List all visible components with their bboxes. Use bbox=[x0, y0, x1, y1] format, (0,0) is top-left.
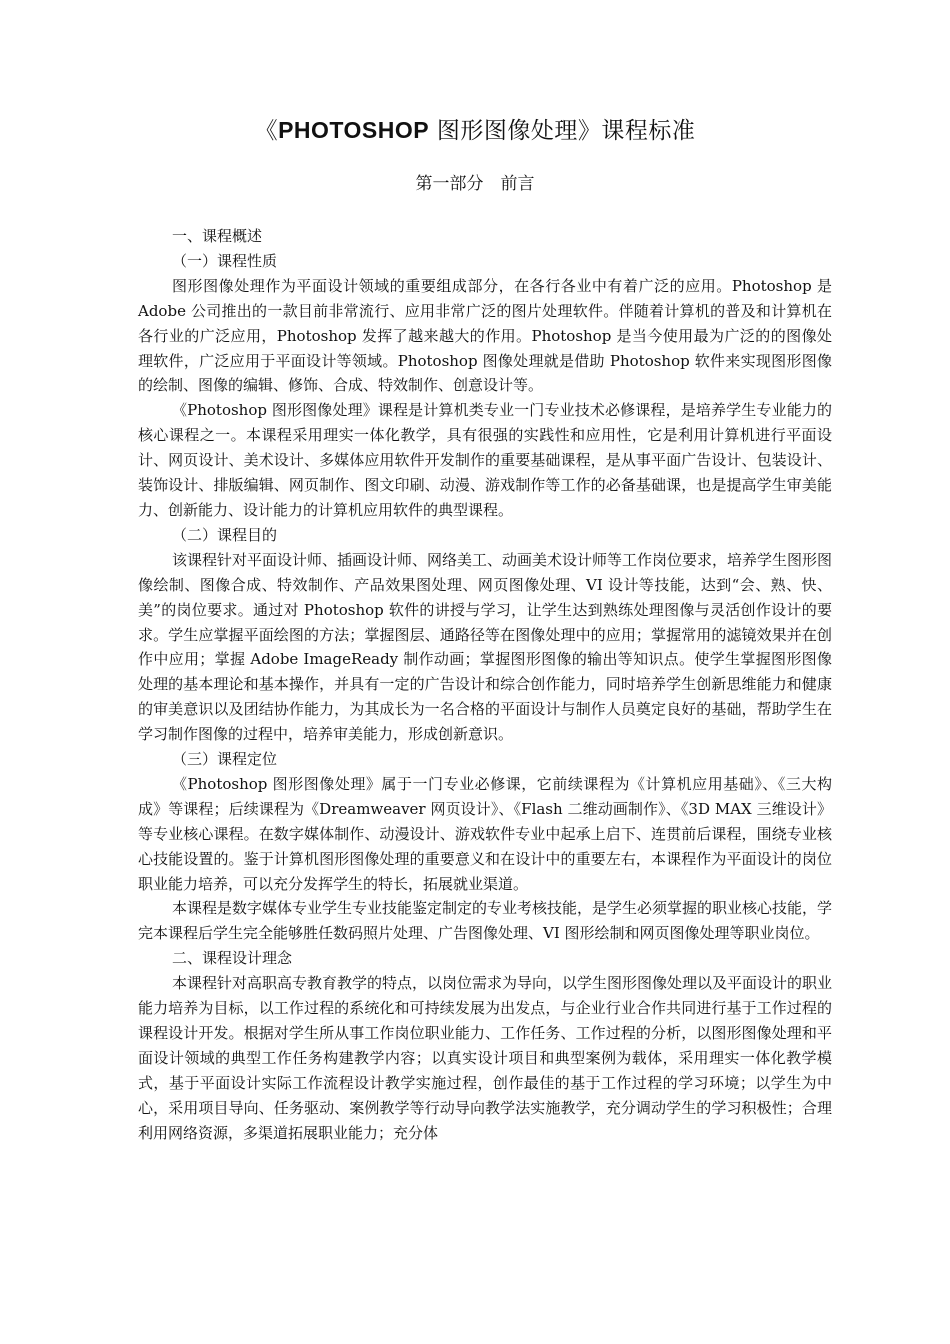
document-body bbox=[138, 224, 832, 1146]
section-heading-design-concept: 二、课程设计理念 bbox=[172, 949, 293, 968]
paragraph-course-positioning-2: 本课程是数字媒体专业学生专业技能鉴定制定的专业考核技能，是学生必须掌握的职业核心技能，学完本课程后学生完全能够胜任数码照片处理、广告图像处理、VI 图形绘制和网页图像处理等职业岗位。 bbox=[138, 899, 833, 943]
title-suffix: 图形图像处理》课程标准 bbox=[429, 118, 696, 144]
document-title bbox=[0, 112, 950, 149]
paragraph-course-nature-1: 图形图像处理作为平面设计领域的重要组成部分，在各行各业中有着广泛的应用。Photoshop 是 Adobe 公司推出的一款目前非常流行、应用非常广泛的图片处理软件。伴随着计算机的普及和计算机在各行业的广泛应用，Photoshop 发挥了越来越大的作用。Photoshop 是当今使用最为广泛的的图像处理软件，广泛应用于平面设计等领域。Photoshop 图像处理就是借助 Photoshop 软件来实现图形图像的绘制、图像的编辑、修饰、合成、特效制作、创意设计等。 bbox=[138, 276, 832, 395]
paragraph-course-nature-2: 《Photoshop 图形图像处理》课程是计算机类专业一门专业技术必修课程，是培养学生专业能力的核心课程之一。本课程采用理实一体化教学，具有很强的实践性和应用性，它是利用计算机进行平面设计、网页设计、美术设计、多媒体应用软件开发制作的重要基础课程，是从事平面广告设计、包装设计、装饰设计、排版编辑、网页制作、图文印刷、动漫、游戏制作等工作的必备基础课，也是提高学生审美能力、创新能力、设计能力的计算机应用软件的典型课程。 bbox=[138, 401, 832, 519]
paragraph-course-positioning-1: 《Photoshop 图形图像处理》属于一门专业必修课，它前续课程为《计算机应用基础》、《三大构成》等课程；后续课程为《Dreamweaver 网页设计》、《Flash 二维动画制作》、《3D MAX 三维设计》等专业核心课程。在数字媒体制作、动漫设计、游戏软件专业中起承上启下、连贯前后课程，围绕专业核心技能设置的。鉴于计算机图形图像处理的重要意义和在设计中的重要左右，本课程作为平面设计的岗位职业能力培养，可以充分发挥学生的特长，拓展就业渠道。 bbox=[138, 774, 832, 893]
title-latin: PHOTOSHOP bbox=[278, 117, 430, 143]
section-heading-course-overview: 一、课程概述 bbox=[172, 227, 263, 245]
paragraph-design-concept: 本课程针对高职高专教育教学的特点，以岗位需求为导向，以学生图形图像处理以及平面设计的职业能力培养为目标，以工作过程的系统化和可持续发展为出发点，与企业行业合作共同进行基于工作过程的课程设计开发。根据对学生所从事工作岗位职业能力、工作任务、工作过程的分析，以图形图像处理和平面设计领域的典型工作任务构建教学内容；以真实设计项目和典型案例为载体，采用理实一体化教学模式，基于平面设计实际工作流程设计教学实施过程，创作最佳的基于工作过程的学习环境；以学生为中心，采用项目导向、任务驱动、案例教学等行动导向教学法实施教学，充分调动学生的学习积极性；合理利用网络资源，多渠道拓展职业能力；充分体 bbox=[138, 974, 833, 1142]
subsection-heading-course-purpose: （二）课程目的 bbox=[172, 525, 278, 544]
part-title: 第一部分 前言 bbox=[415, 174, 535, 194]
subsection-heading-course-positioning: （三）课程定位 bbox=[172, 750, 278, 769]
title-prefix: 《 bbox=[254, 118, 279, 144]
paragraph-course-purpose: 该课程针对平面设计师、插画设计师、网络美工、动画美术设计师等工作岗位要求，培养学生图形图像绘制、图像合成、特效制作、产品效果图处理、网页图像处理、VI 设计等技能，达到“会、熟、快、美”的岗位要求。通过对 Photoshop 软件的讲授与学习，让学生达到熟练处理图像与灵活创作设计的要求。学生应掌握平面绘图的方法；掌握图层、通路径等在图像处理中的应用；掌握常用的滤镜效果并在创作中应用；掌握 Adobe ImageReady 制作动画；掌握图形图像的输出等知识点。使学生掌握图形图像处理的基本理论和基本操作，并具有一定的广告设计和综合创作能力，同时培养学生创新思维能力和健康的审美意识以及团结协作能力，为其成长为一名合格的平面设计与制作人员奠定良好的基础，帮助学生在学习制作图像的过程中，培养审美能力，形成创新意识。 bbox=[138, 550, 833, 744]
subsection-heading-course-nature: （一）课程性质 bbox=[172, 251, 278, 270]
